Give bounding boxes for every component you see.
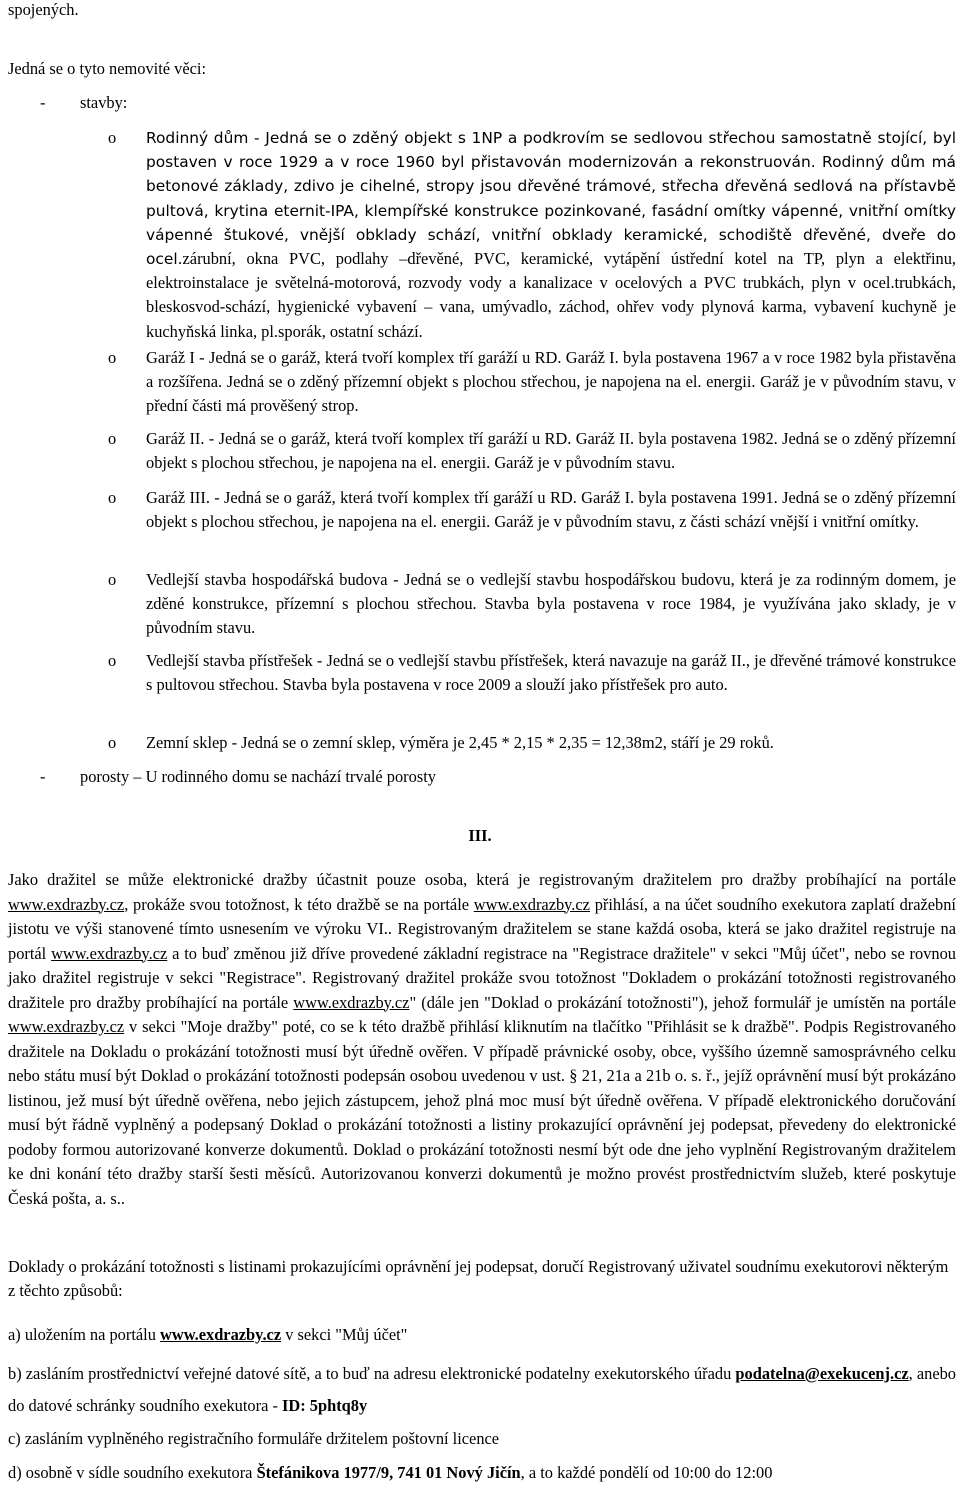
list-item: Garáž I - Jedná se o garáž, která tvoří komplex tří garáží u RD. Garáž I. byla postavena 1967 a v roce 1982 byla přistavěna a rozšířena. Jedná se o zděný přízemní objekt s plochou střechou, je napojena na el. energii. Garáž je v původním stavu, v přední části má prověšený strop.	[146, 348, 956, 415]
option-d	[8, 1461, 956, 1485]
item-text: Rodinný dům - Jedná se o zděný objekt s 1NP a podkrovím se sedlovou střechou samostatně stojící, byl postaven v roce 1929 a v roce 1960 byl přistavován modernizován a rekonstruován.	[146, 129, 956, 172]
exdrazby-link[interactable]: www.exdrazby.cz	[473, 894, 590, 914]
paragraph-text: a to buď změnou již dříve provedené základní registrace na "Registrace dražitele" v sekci "Můj účet", nebo se rovnou jako dražitel registruje v sekci "Registrace". Registrovaný dražitel prokáže svou totožnost "Dokladem o prokázání totožnosti registrovaného dražitele pro dražby probíhající na portále	[8, 943, 956, 1012]
option-b	[8, 1358, 956, 1422]
exdrazby-link[interactable]: www.exdrazby.cz	[51, 943, 168, 963]
paragraph-text: Jako dražitel se může elektronické dražby účastnit pouze osoba, která je registrovaným dražitelem pro dražby probíhající na portále	[8, 870, 956, 889]
bullet-marker: o	[108, 429, 117, 448]
bullet-marker: o	[108, 733, 117, 752]
exdrazby-link[interactable]: www.exdrazby.cz	[8, 894, 125, 914]
bullet-marker: o	[108, 348, 117, 367]
bullet-marker: o	[108, 651, 117, 670]
exdrazby-link[interactable]: www.exdrazby.cz	[293, 992, 410, 1012]
top-fragment: spojených.	[8, 0, 79, 19]
intro-line: Jedná se o tyto nemovité věci:	[8, 59, 207, 78]
option-text: v sekci "Můj účet"	[281, 1325, 408, 1344]
bullet-marker: o	[108, 488, 117, 507]
list-item	[146, 126, 956, 344]
item-text: zárubní, okna PVC, podlahy –dřevěné, PVC, keramické, vytápění ústřední kotel na TP, plyn a elektřinu, elektroinstalace je světelná-motorová, rozvody vody a kanalizace v ocelových a PVC trubkách, plyn v ocel.trubkách, bleskosvod-schází, hygienické vybavení – vana, umývadlo, záchod, ohřev vody plynová karma, vybavení kuchyně je kuchyňská linka, pl.sporák, ostatní schází.	[146, 249, 956, 341]
paragraph-text: " (dále jen "Doklad o prokázání totožnosti"), jehož formulář je umístěn na portále	[409, 992, 956, 1012]
delivery-paragraph: Doklady o prokázání totožnosti s listinami prokazujícími oprávnění jej podepsat, doručí Registrovaný uživatel soudnímu exekutorovi některým z těchto způsobů:	[8, 1257, 949, 1300]
option-text: , a to každé pondělí od 10:00 do 12:00	[520, 1463, 773, 1482]
exdrazby-link[interactable]: www.exdrazby.cz	[8, 1017, 125, 1036]
office-address: Štefánikova 1977/9, 741 01 Nový Jičín	[256, 1463, 521, 1482]
item-text: Rodinný dům má betonové základy, zdivo je cihelné, stropy jsou dřevěné trámové, střecha dřevěná sedlová na přístavbě pultová, krytina eternit-IPA, klempířské konstrukce pozinkované, fasádní omítky vápenné, vnitřní omítky vápenné štukové, vnější obklady schází, vnitřní obklady keramické, schodiště dřevěné, dveře do ocel.	[146, 153, 956, 269]
option-text: b) zasláním prostřednictví veřejné datové sítě, a to buď na adresu elektronické podatelny exekutorského úřadu	[8, 1364, 736, 1383]
paragraph-text: v sekci "Moje dražby" poté, co se k této dražbě přihlásí kliknutím na tlačítko "Přihlásit se k dražbě". Podpis Registrovaného dražitele na Dokladu o prokázání totožnosti musí být úředně ověřen. V případě právnické osoby, obce, vyššího územně samosprávného celku nebo státu musí být Doklad o prokázání totožnosti podepsán osobou uvedenou v ust. § 21, 21a a 21b o. s. ř., jejíž oprávnění musí být prokázáno listinou, jež musí být úředně ověřena, nebo jejich zástupcem, jehož plná moc musí být úředně ověřena. V případě elektronického doručování musí být řádně vyplněný a podepsaný Doklad o prokázání totožnosti a listiny prokazující oprávnění jej podepsat, převedeny do elektronické podoby formou autorizované konverze dokumentů. Doklad o prokázání totožnosti nesmí být ode dne jeho vyplnění Registrovaným dražitelem ke dni konání této dražby starší šesti měsíců. Autorizovanou konverzi dokumentů je možno provést prostřednictvím služeb, které poskytuje Česká pošta, a. s..	[8, 1017, 956, 1208]
option-text: a) uložením na portálu	[8, 1325, 161, 1344]
list-item: Garáž III. - Jedná se o garáž, která tvoří komplex tří garáží u RD. Garáž I. byla postavena 1991. Jedná se o zděný přízemní objekt s plochou střechou, je napojena na el. energii. Garáž je v původním stavu, z části schází vnější i vnitřní omítky.	[146, 488, 956, 531]
option-text: d) osobně v sídle soudního exekutora	[8, 1463, 257, 1482]
stavby-dash: -	[40, 93, 46, 112]
section-heading: III.	[468, 826, 492, 845]
stavby-label: stavby:	[80, 93, 128, 112]
exdrazby-link[interactable]: www.exdrazby.cz	[160, 1325, 282, 1344]
databox-id: ID: 5phtq8y	[282, 1396, 368, 1415]
bullet-marker: o	[108, 128, 117, 147]
registration-paragraph	[8, 868, 956, 1211]
bullet-marker: o	[108, 570, 117, 589]
porosty-line: porosty – U rodinného domu se nachází trvalé porosty	[80, 767, 436, 786]
list-item: Vedlejší stavba hospodářská budova - Jedná se o vedlejší stavbu hospodářskou budovu, která je za rodinným domem, je zděné konstrukce, přízemní s plochou střechou. Stavba byla postavena v roce 1984, je využívána jako sklady, je v původním stavu.	[146, 570, 956, 637]
porosty-dash: -	[40, 767, 46, 786]
email-link[interactable]: podatelna@exekucenj.cz	[735, 1364, 909, 1383]
paragraph-text: přihlásí, a na účet soudního exekutora zaplatí dražební jistotu ve výši stanovené tímto usnesením ve výroku VI.. Registrovaným dražitelem se stane každá osoba, která se jako dražitel registruje na portál	[8, 894, 956, 963]
list-item: Zemní sklep - Jedná se o zemní sklep, výměra je 2,45 * 2,15 * 2,35 = 12,38m2, stáří je 29 roků.	[146, 733, 774, 752]
option-a	[8, 1323, 956, 1347]
option-c: c) zasláním vyplněného registračního formuláře držitelem poštovní licence	[8, 1429, 500, 1448]
option-text: , anebo do datové schránky soudního exekutora -	[8, 1364, 957, 1415]
paragraph-text: , prokáže svou totožnost, k této dražbě se na portále	[124, 894, 474, 914]
list-item: Garáž II. - Jedná se o garáž, která tvoří komplex tří garáží u RD. Garáž II. byla postavena 1982. Jedná se o zděný přízemní objekt s plochou střechou, je napojena na el. energii. Garáž je v původním stavu.	[146, 429, 956, 472]
list-item: Vedlejší stavba přístřešek - Jedná se o vedlejší stavbu přístřešek, která navazuje na garáž II., je dřevěné trámové konstrukce s pultovou střechou. Stavba byla postavena v roce 2009 a slouží jako přístřešek pro auto.	[146, 651, 956, 694]
